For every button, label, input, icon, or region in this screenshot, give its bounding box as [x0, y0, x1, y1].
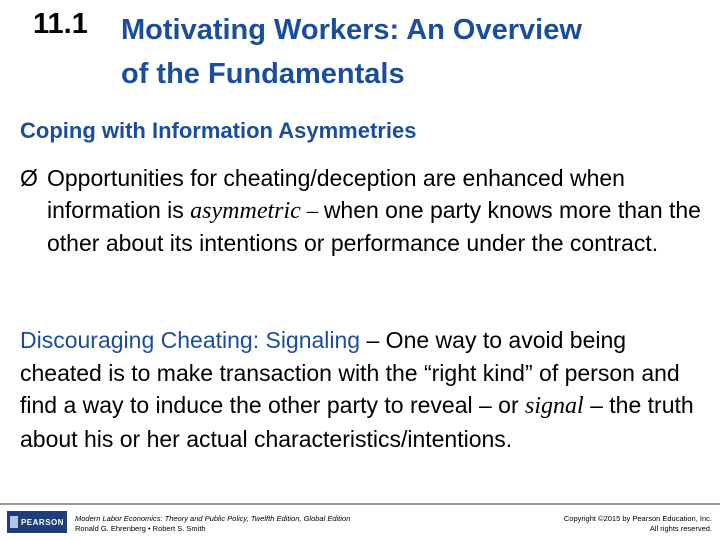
book-authors: Ronald G. Ehrenberg • Robert S. Smith [75, 524, 206, 533]
pearson-logo: PEARSON [7, 511, 67, 533]
title-line-2: of the Fundamentals [121, 58, 405, 90]
signal-emphasis: signal [525, 393, 584, 419]
signaling-heading: Discouraging Cheating: Signaling [20, 327, 361, 353]
slide-title [121, 8, 716, 96]
footer-citation [75, 514, 350, 534]
footer-divider [0, 503, 720, 505]
pearson-logo-icon [10, 516, 18, 528]
arrow-bullet-icon: Ø [20, 165, 38, 191]
footer-copyright: Copyright ©2015 by Pearson Education, Inc. All rights reserved. [563, 514, 712, 533]
title-line-1: Motivating Workers: An Overview [121, 14, 582, 46]
subheading: Coping with Information Asymmetries [20, 118, 417, 143]
signaling-paragraph: Discouraging Cheating: Signaling – One way to avoid being cheated is to make transaction with the “right kind” of person and find a way to induce the other party to reveal – or signal – the truth about his or her actual characteristics/intentions. [20, 327, 694, 452]
section-number: 11.1 [33, 8, 88, 40]
asymmetric-emphasis: asymmetric [190, 198, 301, 224]
book-title: Modern Labor Economics: Theory and Public Policy, Twelfth Edition, Global Edition [75, 514, 351, 523]
bullet-item [20, 162, 710, 259]
bullet-text: Opportunities for cheating/deception are enhanced when information is asymmetric – when one party knows more than the other about its intentions or performance under the contract. [47, 165, 701, 256]
